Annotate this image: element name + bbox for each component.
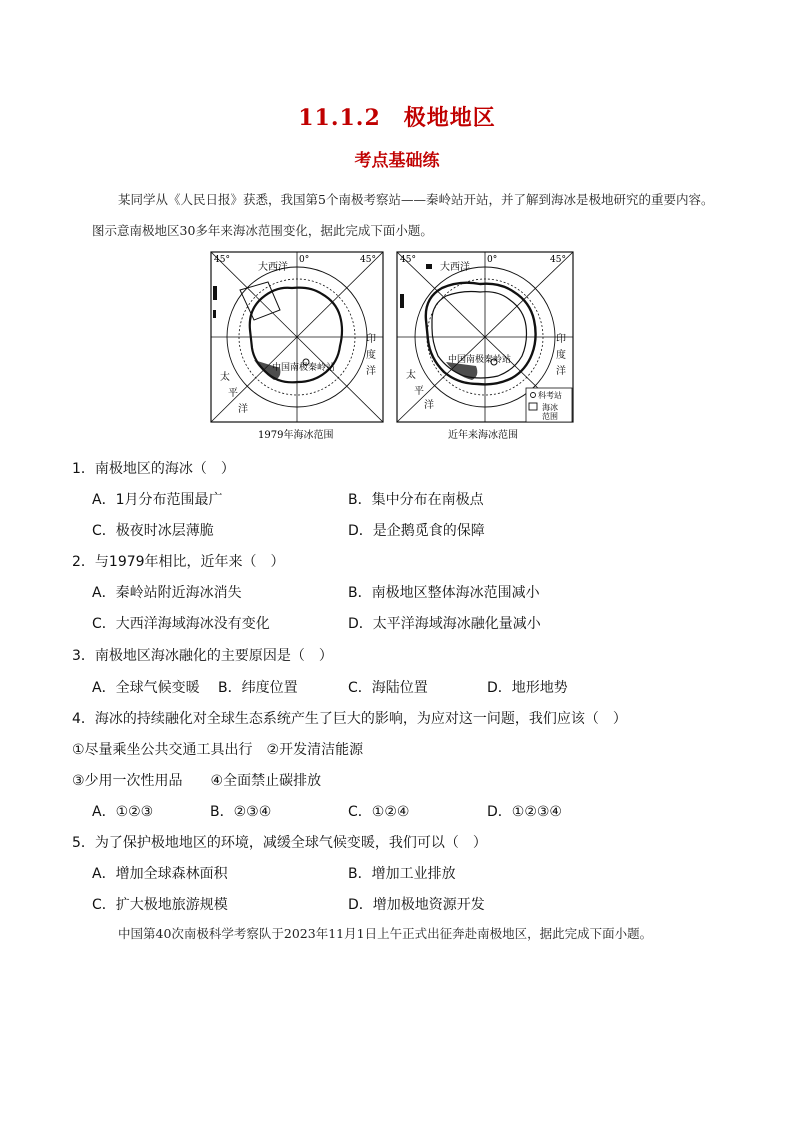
intro-paragraph: 某同学从《人民日报》获悉，我国第5个南极考察站——秦岭站开站，并了解到海冰是极地研究的重要内容。图示意南极地区30多年来海冰范围变化，据此完成下面小题。	[92, 192, 714, 238]
question-3-stem: 3．南极地区海冰融化的主要原因是（ ）	[72, 648, 333, 664]
map-recent-atlantic-label: 大西洋	[440, 262, 470, 273]
question-5-option-c[interactable]: C．扩大极地旅游规模	[92, 897, 228, 913]
question-4-option-b[interactable]: B．②③④	[210, 804, 272, 820]
question-1-stem: 1．南极地区的海冰（ ）	[72, 461, 235, 477]
map-1979-deg-top: 0°	[299, 255, 310, 265]
legend-ice-label-1: 海冰	[542, 403, 558, 412]
question-4-option-a[interactable]: A．①②③	[92, 804, 154, 820]
map-legend	[526, 388, 572, 422]
map-1979-indian-label-2: 度	[366, 350, 376, 361]
map-recent-indian-label-1: 印	[556, 334, 566, 345]
question-2-option-d[interactable]: D．太平洋海域海冰融化量减小	[348, 616, 541, 632]
question-4-statements-2: ③少用一次性用品 ④全面禁止碳排放	[72, 773, 322, 789]
map-recent-deg-left: 45°	[400, 255, 416, 265]
map-1979-pacific-label-1: 太	[220, 372, 230, 383]
map-1979-pacific-label-3: 洋	[238, 404, 248, 415]
question-3-option-b[interactable]: B．纬度位置	[218, 680, 298, 696]
map-recent-indian-label-3: 洋	[556, 366, 566, 377]
legend-station-label: 科考站	[538, 391, 562, 400]
question-2-stem: 2．与1979年相比，近年来（ ）	[72, 554, 285, 570]
map-1979-deg-right: 45°	[360, 255, 376, 265]
map-1979-indian-label-1: 印	[366, 334, 376, 345]
section-subtitle: 考点基础练	[354, 151, 440, 171]
question-4-stem: 4．海冰的持续融化对全球生态系统产生了巨大的影响，为应对这一问题，我们应该（ ）	[72, 711, 627, 727]
sea-ice-figure	[210, 250, 576, 445]
map-1979	[211, 252, 383, 441]
map-recent	[397, 252, 573, 441]
map-1979-indian-label-3: 洋	[366, 366, 376, 377]
question-5-stem: 5．为了保护极地地区的环境，减缓全球气候变暖，我们可以（ ）	[72, 835, 487, 851]
question-5-option-d[interactable]: D．增加极地资源开发	[348, 897, 485, 913]
map-recent-indian-label-2: 度	[556, 350, 566, 361]
question-3-option-a[interactable]: A．全球气候变暖	[92, 680, 200, 696]
page-title: 11.1.2 极地地区	[298, 105, 496, 131]
section-note: 中国第40次南极科学考察队于2023年11月1日上午正式出征奔赴南极地区，据此完成下面小题。	[118, 926, 653, 941]
question-1-option-c[interactable]: C．极夜时冰层薄脆	[92, 523, 214, 539]
question-3-option-d[interactable]: D．地形地势	[487, 680, 568, 696]
question-2-option-a[interactable]: A．秦岭站附近海冰消失	[92, 585, 242, 601]
map-recent-pacific-label-2: 平	[414, 386, 424, 397]
question-1-option-d[interactable]: D．是企鹅觅食的保障	[348, 523, 485, 539]
question-2-option-c[interactable]: C．大西洋海域海冰没有变化	[92, 616, 270, 632]
map-1979-deg-left: 45°	[214, 255, 230, 265]
map-1979-caption: 1979年海冰范围	[258, 430, 334, 441]
question-5-option-b[interactable]: B．增加工业排放	[348, 866, 456, 882]
map-recent-deg-top: 0°	[487, 255, 498, 265]
question-1-option-a[interactable]: A．1月分布范围最广	[92, 492, 223, 508]
map-recent-pacific-label-1: 太	[406, 370, 416, 381]
map-1979-station-label: 中国南极秦岭站	[272, 363, 336, 373]
map-recent-station-label: 中国南极秦岭站	[448, 355, 512, 365]
question-4-option-d[interactable]: D．①②③④	[487, 804, 562, 820]
question-3-option-c[interactable]: C．海陆位置	[348, 680, 428, 696]
question-4-option-c[interactable]: C．①②④	[348, 804, 410, 820]
map-recent-pacific-label-3: 洋	[424, 400, 434, 411]
question-2-option-b[interactable]: B．南极地区整体海冰范围减小	[348, 585, 540, 601]
legend-ice-label-2: 范围	[542, 412, 558, 421]
map-recent-caption: 近年来海冰范围	[448, 430, 518, 441]
map-1979-atlantic-label: 大西洋	[258, 262, 288, 273]
map-recent-deg-right: 45°	[550, 255, 566, 265]
question-1-option-b[interactable]: B．集中分布在南极点	[348, 492, 484, 508]
map-1979-pacific-label-2: 平	[228, 388, 238, 399]
question-5-option-a[interactable]: A．增加全球森林面积	[92, 866, 228, 882]
question-4-statements-1: ①尽量乘坐公共交通工具出行 ②开发清洁能源	[72, 742, 364, 758]
